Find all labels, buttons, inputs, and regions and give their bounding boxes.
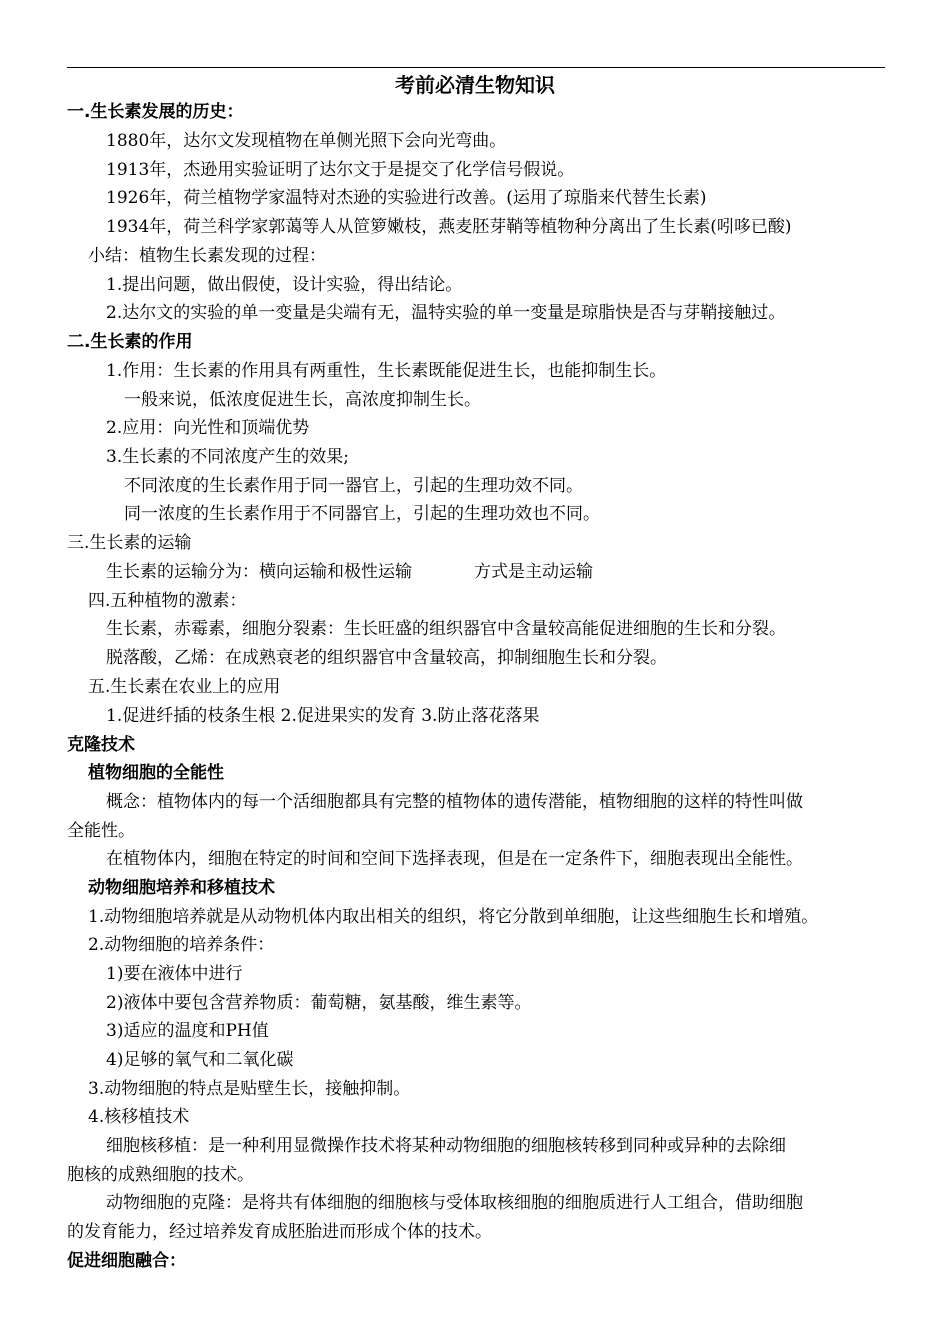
history-line-1926: 1926年，荷兰植物学家温特对杰逊的实验进行改善。(运用了琼脂来代替生长素) (106, 188, 707, 208)
function-line-1: 1.作用：生长素的作用具有两重性，生长素既能促进生长，也能抑制生长。 (106, 361, 667, 381)
section-heading-clone: 克隆技术 (67, 735, 135, 755)
section-heading-fusion: 促进细胞融合： (67, 1251, 186, 1271)
section-heading-history: 一.生长素发展的历史： (67, 102, 244, 122)
transport-types: 生长素的运输分为：横向运输和极性运输 (106, 562, 412, 582)
animal-line-3: 1)要在液体中进行 (106, 964, 243, 984)
animal-line-1: 1.动物细胞培养就是从动物机体内取出相关的组织，将它分散到单细胞，让这些细胞生长和增殖。 (88, 907, 819, 927)
section-heading-agriculture: 五.生长素在农业上的应用 (88, 677, 281, 697)
header-rule (67, 67, 885, 68)
plant-line-1: 概念：植物体内的每一个活细胞都具有完整的植物体的遗传潜能，植物细胞的这样的特性叫做 (106, 792, 803, 812)
animal-line-7: 3.动物细胞的特点是贴壁生长，接触抑制。 (88, 1079, 411, 1099)
page-title: 考前必清生物知识 (395, 73, 555, 97)
plant-line-3: 在植物体内，细胞在特定的时间和空间下选择表现，但是在一定条件下，细胞表现出全能性。 (106, 849, 803, 869)
animal-line-11: 动物细胞的克隆：是将共有体细胞的细胞核与受体取核细胞的细胞质进行人工组合，借助细胞 (106, 1193, 803, 1213)
history-summary: 小结：植物生长素发现的过程： (88, 246, 326, 266)
animal-line-6: 4)足够的氧气和二氧化碳 (106, 1050, 294, 1070)
animal-line-2: 2.动物细胞的培养条件： (88, 935, 275, 955)
summary-item-2: 2.达尔文的实验的单一变量是尖端有无，温特实验的单一变量是琼脂快是否与芽鞘接触过。 (106, 303, 786, 323)
section-heading-transport: 三.生长素的运输 (67, 533, 192, 553)
animal-line-10: 胞核的成熟细胞的技术。 (67, 1165, 254, 1185)
section-heading-hormones: 四.五种植物的激素： (88, 591, 247, 611)
hormones-line-1: 生长素，赤霉素，细胞分裂素：生长旺盛的组织器官中含量较高能促进细胞的生长和分裂。 (106, 619, 786, 639)
hormones-line-2: 脱落酸，乙烯：在成熟衰老的组织器官中含量较高，抑制细胞生长和分裂。 (106, 648, 667, 668)
agriculture-line-1: 1.促进纤插的枝条生根 2.促进果实的发育 3.防止落花落果 (106, 706, 540, 726)
function-line-6: 同一浓度的生长素作用于不同器官上，引起的生理功效也不同。 (124, 504, 600, 524)
function-line-5: 不同浓度的生长素作用于同一器官上，引起的生理功效不同。 (124, 476, 583, 496)
animal-line-9: 细胞核移植：是一种利用显微操作技术将某种动物细胞的细胞核转移到同种或异种的去除细 (106, 1136, 786, 1156)
function-line-2: 一般来说，低浓度促进生长，高浓度抑制生长。 (124, 390, 481, 410)
function-line-3: 2.应用：向光性和顶端优势 (106, 418, 310, 438)
subheading-plant-totipotency: 植物细胞的全能性 (88, 763, 224, 783)
animal-line-8: 4.核移植技术 (88, 1107, 190, 1127)
transport-line (106, 560, 593, 584)
subheading-animal-culture: 动物细胞培养和移植技术 (88, 878, 275, 898)
section-heading-function: 二.生长素的作用 (67, 332, 193, 352)
history-line-1913: 1913年，杰逊用实验证明了达尔文于是提交了化学信号假说。 (106, 160, 575, 180)
animal-line-5: 3)适应的温度和PH值 (106, 1021, 269, 1041)
summary-item-1: 1.提出问题，做出假使，设计实验，得出结论。 (106, 275, 463, 295)
animal-line-4: 2)液体中要包含营养物质：葡萄糖，氨基酸，维生素等。 (106, 993, 532, 1013)
history-line-1934: 1934年，荷兰科学家郭蔼等人从笸箩嫩枝，燕麦胚芽鞘等植物种分离出了生长素(吲哆已酸) (106, 217, 792, 237)
history-line-1880: 1880年，达尔文发现植物在单侧光照下会向光弯曲。 (106, 131, 507, 151)
transport-method: 方式是主动运输 (474, 562, 593, 582)
animal-line-12: 的发育能力，经过培养发育成胚胎进而形成个体的技术。 (67, 1222, 492, 1242)
plant-line-2: 全能性。 (67, 821, 135, 841)
function-line-4: 3.生长素的不同浓度产生的效果; (106, 447, 349, 467)
